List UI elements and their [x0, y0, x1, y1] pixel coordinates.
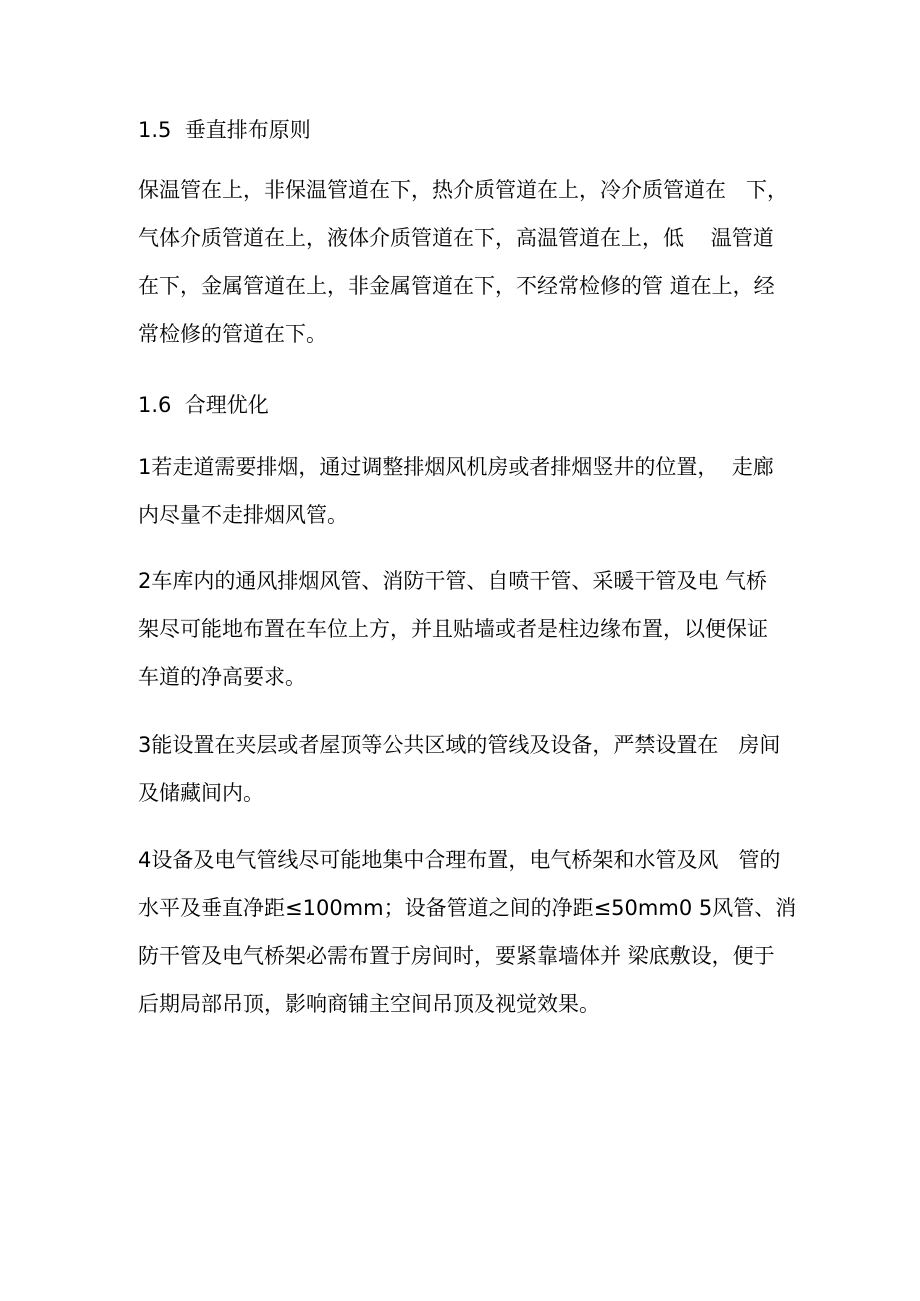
paragraph-line: 车道的净高要求。 [138, 665, 306, 689]
paragraph-line: 水平及垂直净距≤100mm；设备管道之间的净距≤50mm0 5风管、消 [138, 896, 797, 920]
paragraph-line: 3能设置在夹层或者屋顶等公共区域的管线及设备，严禁设置在 房间 [138, 733, 781, 757]
paragraph-line: 内尽量不走排烟风管。 [138, 503, 348, 527]
paragraph-item-4 [138, 836, 798, 1028]
paragraph-line: 在下，金属管道在上，非金属管道在下，不经常检修的管 道在上，经 [138, 274, 775, 298]
section-heading-1-6: 1.6 合理优化 [138, 393, 269, 417]
section-heading-1-5: 1.5 垂直排布原则 [138, 118, 311, 142]
paragraph-line: 保温管在上，非保温管道在下，热介质管道在上，冷介质管道在 下， [138, 178, 789, 202]
paragraph-line: 架尽可能地布置在车位上方，并且贴墙或者是柱边缘布置，以便保证 [138, 617, 768, 641]
paragraph-line: 常检修的管道在下。 [138, 322, 327, 346]
paragraph-item-2 [138, 557, 798, 701]
paragraph-line: 气体介质管道在上，液体介质管道在下，高温管道在上，低 温管道 [138, 226, 774, 250]
paragraph-vertical-layout-principle [138, 166, 798, 358]
paragraph-line: 防干管及电气桥架必需布置于房间时，要紧靠墙体并 梁底敷设，便于 [138, 944, 775, 968]
paragraph-item-1 [138, 443, 798, 539]
paragraph-line: 2车库内的通风排烟风管、消防干管、自喷干管、采暖干管及电 气桥 [138, 569, 768, 593]
paragraph-line: 1若走道需要排烟，通过调整排烟风机房或者排烟竖井的位置， 走廊 [138, 455, 774, 479]
paragraph-item-3 [138, 721, 798, 817]
paragraph-line: 后期局部吊顶，影响商铺主空间吊顶及视觉效果。 [138, 992, 600, 1016]
paragraph-line: 及储藏间内。 [138, 781, 264, 805]
paragraph-line: 4设备及电气管线尽可能地集中合理布置，电气桥架和水管及风 管的 [138, 848, 781, 872]
